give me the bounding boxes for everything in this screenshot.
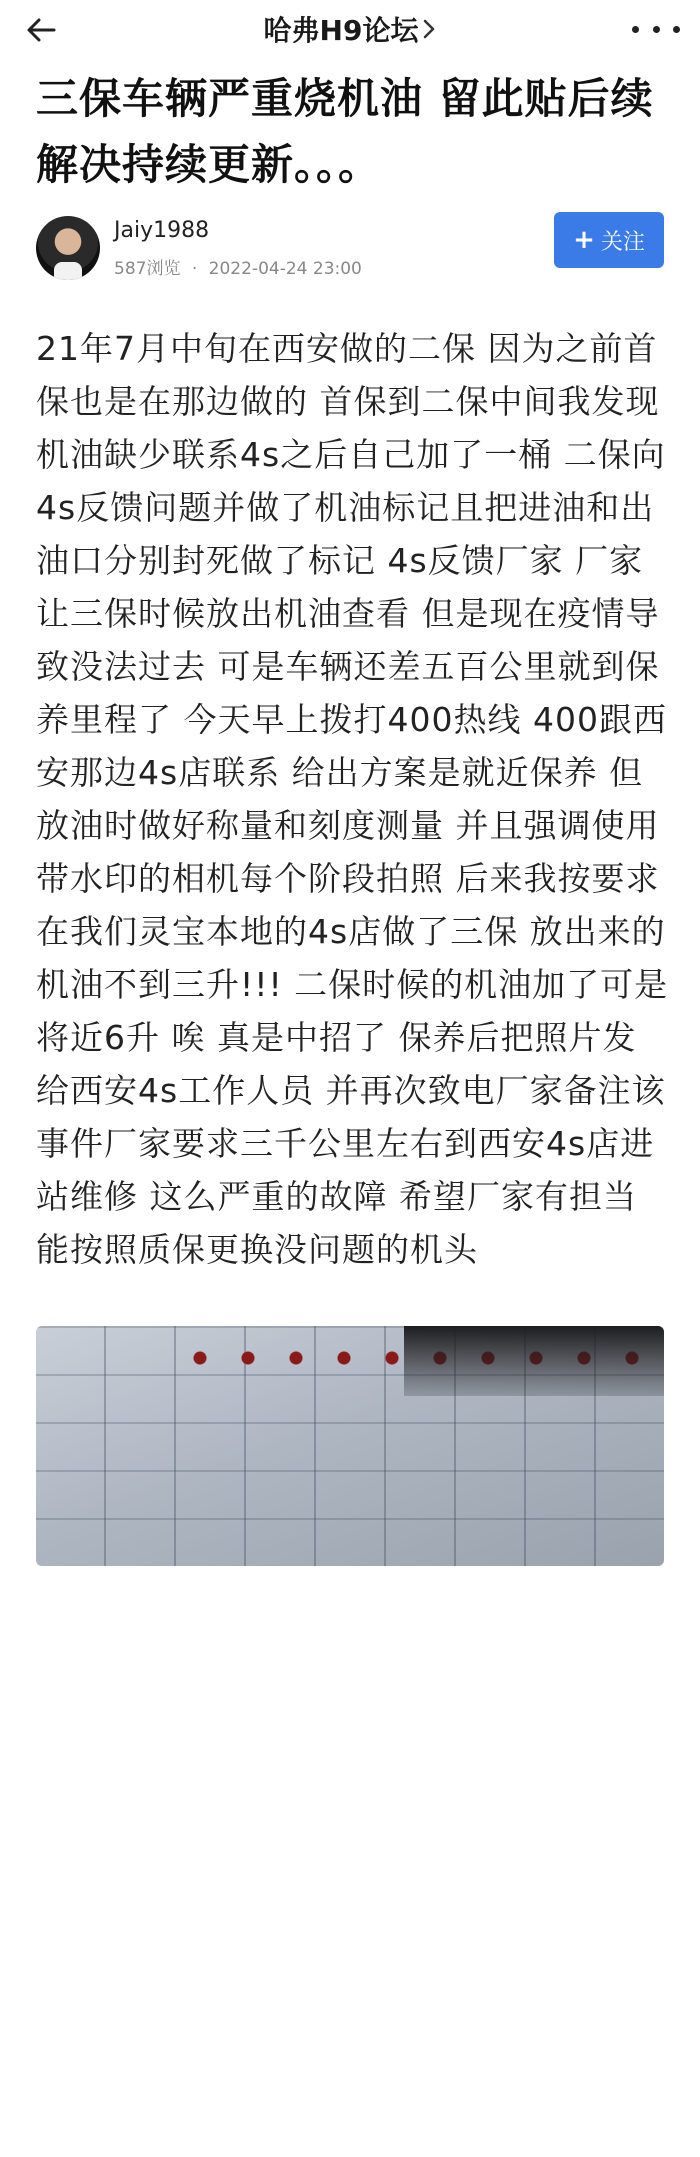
post-meta (114, 254, 362, 279)
meta-separator: · (191, 259, 198, 279)
post-image[interactable] (36, 1326, 664, 1566)
post-content: 21年7月中旬在西安做的二保 因为之前首保也是在那边做的 首保到二保中间我发现机油缺少联系4s之后自己加了一桶 二保向4s反馈问题并做了机油标记且把进油和出油口分别封死做了标记 4s反馈厂家 厂家让三保时候放出机油查看 但是现在疫情导致没法过去 可是车辆还差五百公里就到保养里程了 今天早上拨打400热线 400跟西安那边4s店联系 给出方案是就近保养 但放油时做好称量和刻度测量 并且强调使用带水印的相机每个阶段拍照 后来我按要求在我们灵宝本地的4s店做了三保 放出来的机油不到三升!!! 二保时候的机油加了可是将近6升 唉 真是中招了 保养后把照片发给西安4s工作人员 并再次致电厂家备注该事件厂家要求三千公里左右到西安4s店进站维修 这么严重的故障 希望厂家有担当 能按照质保更换没问题的机头 (36, 329, 669, 1269)
image-dark-area (404, 1326, 664, 1396)
back-button[interactable] (26, 10, 66, 50)
top-navigation-bar (0, 0, 700, 58)
author-row (0, 212, 700, 322)
plus-icon: + (573, 225, 595, 255)
forum-name-link[interactable] (264, 9, 437, 49)
view-count: 587浏览 (114, 259, 181, 279)
avatar[interactable] (36, 216, 100, 280)
follow-label: 关注 (600, 229, 645, 255)
more-dot (653, 26, 660, 33)
avatar-figure (54, 262, 82, 280)
author-name[interactable]: Jaiy1988 (114, 218, 210, 243)
post-datetime: 2022-04-24 23:00 (208, 259, 362, 279)
more-dot (673, 26, 680, 33)
forum-name: 哈弗H9论坛 (263, 14, 419, 47)
follow-button[interactable] (554, 212, 664, 268)
more-dots-icon (632, 26, 639, 33)
post-body (0, 322, 700, 1276)
arrow-left-icon (26, 17, 56, 43)
post-title: 三保车辆严重烧机油 留此贴后续解决持续更新。。。 (36, 74, 654, 189)
more-options-button[interactable] (632, 12, 680, 46)
chevron-right-icon (422, 18, 436, 40)
